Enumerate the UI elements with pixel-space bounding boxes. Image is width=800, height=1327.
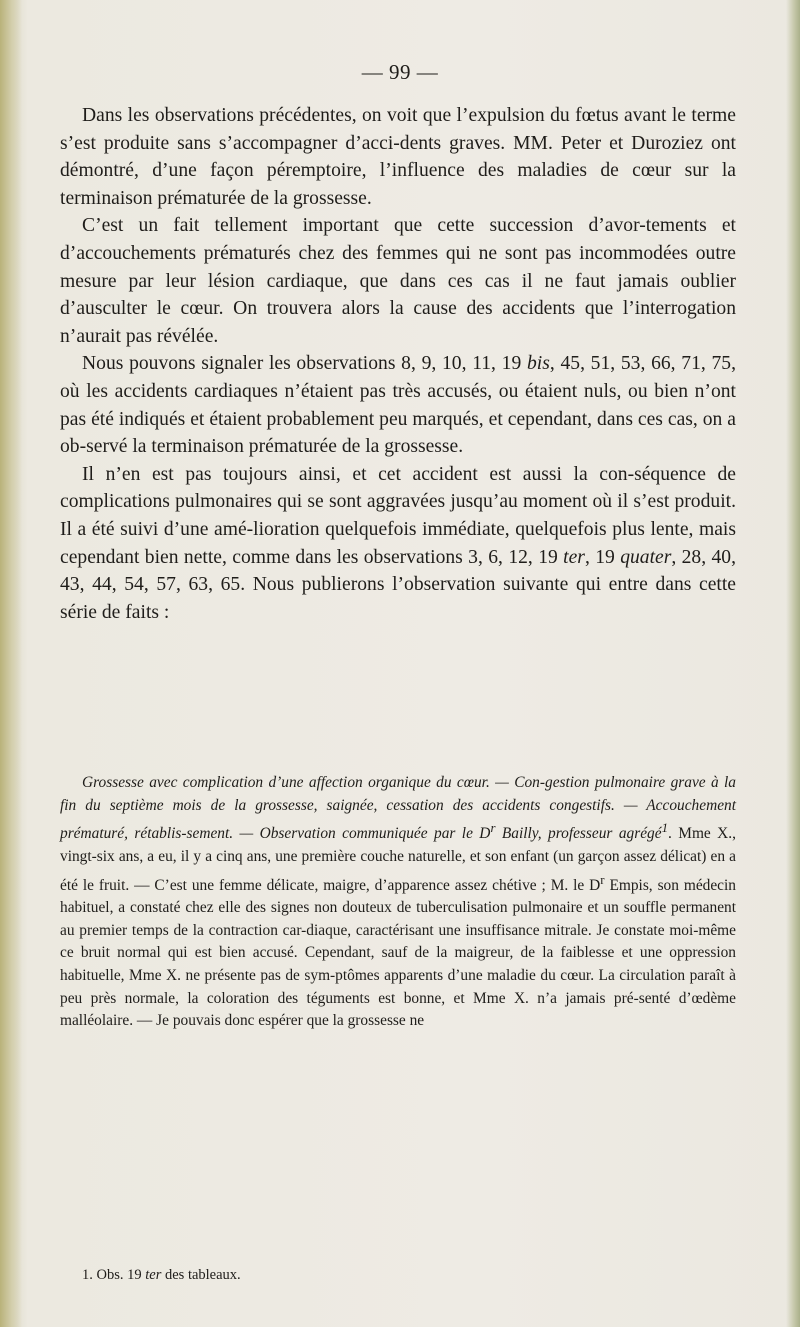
italic-ter: ter [563, 546, 585, 568]
page-number: — 99 — [361, 60, 439, 84]
footnote-ref: 1 [661, 821, 668, 836]
footnote [82, 1267, 732, 1284]
paragraph-3-text: Nous pouvons signaler les observations 8, 9, 10, 11, 19 [82, 353, 527, 375]
paragraph-3-text-cont: , 45, 51, 53, 66, 71, 75, où les accidents cardiaques n’étaient pas très accusés, ou étaient nuls, ou bien n’ont pas été indiqués et étaient probablement peu marqués, et cependant, dans ces cas, on a ob-servé la terminaison prématurée de la grossesse. [60, 353, 736, 458]
paragraph-4-text: Il n’en est pas toujours ainsi, et cet accident est aussi la con-séquence de complications pulmonaires qui se sont aggravées jusqu’au moment où il s’est produit. Il a été suivi d’une amé-lioration quelquefois immédiate, quelquefois plus lente, mais cependant bien nette, comme dans les observations 3, 6, 12, 19 [60, 463, 736, 568]
paragraph-3 [60, 350, 736, 460]
footnote-italic-ter: ter [145, 1267, 162, 1283]
footnote-text-end: des tableaux. [161, 1267, 241, 1283]
heading-period: . [668, 825, 672, 843]
italic-quater: quater [620, 546, 672, 568]
page-edge-shadow [786, 0, 800, 1327]
superscript-r-2: r [600, 872, 605, 887]
main-text [60, 102, 736, 626]
paragraph-4 [60, 461, 736, 627]
observation-title: Grossesse avec complication d’une affection organique du cœur. — Con-gestion pulmonaire grave à la fin du septième mois de la grossesse, saignée, cessation des accidents congestifs. — Accouchement prématuré, rétablis-sement. — Observation communiquée par le D [60, 774, 736, 843]
footnote-text: 1. Obs. 19 [82, 1267, 146, 1283]
observation-author: Bailly, professeur agrégé [495, 825, 662, 843]
paragraph-4-text-cont: , 19 [584, 546, 621, 568]
paragraph-2: C’est un fait tellement important que cette succession d’avor-tements et d’accouchements prématurés chez des femmes qui ne sont pas incommodées outre mesure par leur lésion cardiaque, que dans ces cas il ne faut jamais oublier d’ausculter le cœur. On trouvera alors la cause des accidents que l’interrogation n’aurait pas révélée. [60, 215, 736, 347]
observation-text: Mme X., vingt-six ans, a eu, il y a cinq ans, une première couche naturelle, et son enfant (un garçon assez délicat) en a été le fruit. — C’est une femme délicate, maigre, d’apparence assez chétive ; M. le D [60, 825, 736, 894]
paragraph-1: Dans les observations précédentes, on voit que l’expulsion du fœtus avant le terme s’est produite sans s’accompagner d’acci-dents graves. MM. Peter et Duroziez ont démontré, d’une façon péremptoire, l’influence des maladies de cœur sur la terminaison prématurée de la grossesse. [60, 105, 736, 209]
paragraph-4-text-end: , 28, 40, 43, 44, 54, 57, 63, 65. Nous publierons l’observation suivante qui entre dans cette série de faits : [60, 546, 736, 623]
observation-heading [60, 772, 736, 1033]
page-gutter-shadow [0, 0, 22, 1327]
observation-text-cont: Empis, son médecin habituel, a constaté chez elle des signes non douteux de tuberculisation pulmonaire et un souffle permanent au premier temps de la contraction car-diaque, caractérisant une insuffisance mitrale. Je constate moi-même ce bruit normal qui est bien accusé. Cependant, sauf de la maigreur, de la faiblesse et une oppression habituelle, Mme X. ne présente pas de sym-ptômes apparents d’une maladie du cœur. La circulation paraît à peu près normale, la coloration des téguments est bonne, et Mme X. n’a jamais pré-senté d’œdème malléolaire. — Je pouvais donc espérer que la grossesse ne [60, 876, 736, 1030]
observation-block [60, 772, 736, 1033]
italic-bis: bis [526, 353, 550, 375]
superscript-r: r [490, 821, 496, 836]
